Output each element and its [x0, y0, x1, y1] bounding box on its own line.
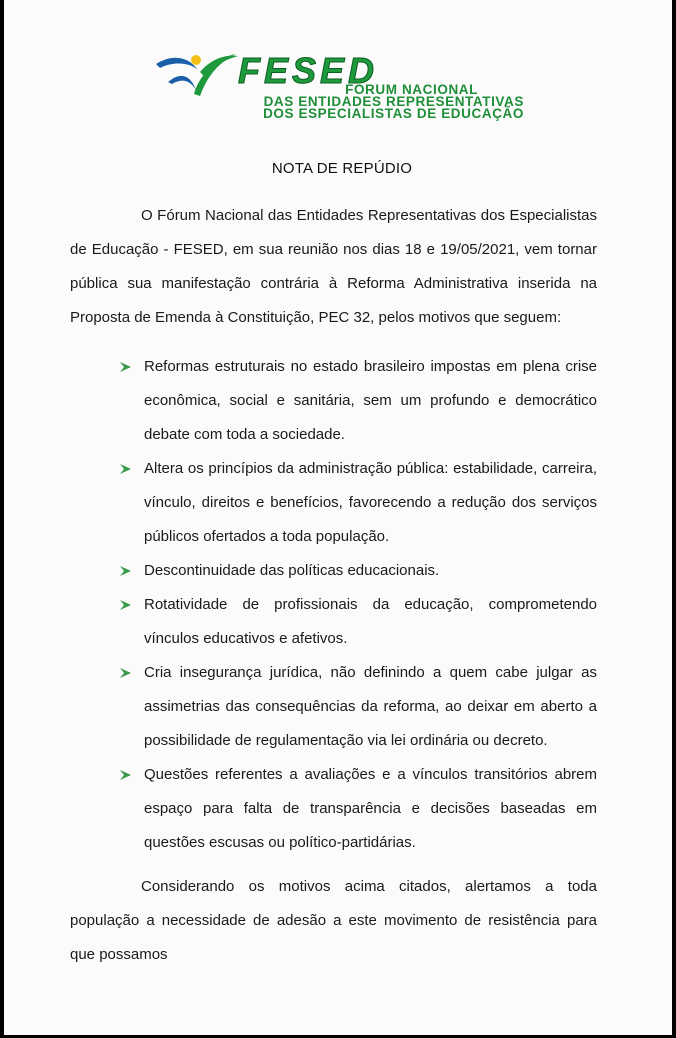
logo-subtitle-line-3: DOS ESPECIALISTAS DE EDUCAÇÃO [263, 106, 524, 121]
list-item-text: Cria insegurança jurídica, não definindo a quem cabe julgar as assimetrias das consequências da reforma, ao deixar em aberto a possibilidade de regulamentação via lei ordinária ou decreto. [144, 664, 597, 749]
document-page [4, 0, 672, 1035]
logo-subtitle-line-2: DAS ENTIDADES REPRESENTATIVAS [263, 94, 524, 109]
list-item-text: Rotatividade de profissionais da educação, comprometendo vínculos educativos e afetivos. [144, 596, 597, 647]
arrow-bullet-icon [120, 566, 131, 576]
list-item [120, 588, 597, 656]
list-item-text: Reformas estruturais no estado brasileiro impostas em plena crise econômica, social e sanitária, sem um profundo e democrático debate com toda a sociedade. [144, 358, 597, 443]
motives-list [120, 350, 597, 860]
closing-paragraph: Considerando os motivos acima citados, alertamos a toda população a necessidade de adesão a este movimento de resistência para que possamos [70, 878, 597, 963]
list-item-text: Altera os princípios da administração pública: estabilidade, carreira, vínculo, direitos e benefícios, favorecendo a redução dos serviços públicos ofertados a toda população. [144, 460, 597, 545]
document-title: NOTA DE REPÚDIO [271, 160, 413, 177]
intro-paragraph: O Fórum Nacional das Entidades Representativas dos Especialistas de Educação - FESED, em sua reunião nos dias 18 e 19/05/2021, vem tornar pública sua manifestação contrária à Reforma Administrativa inserida na Proposta de Emenda à Constituição, PEC 32, pelos motivos que seguem: [70, 207, 597, 326]
arrow-bullet-icon [120, 770, 131, 780]
list-item [120, 554, 597, 588]
list-item [120, 656, 597, 758]
list-item [120, 452, 597, 554]
logo-wordmark: FESED [238, 50, 379, 91]
arrow-bullet-icon [120, 464, 131, 474]
arrow-bullet-icon [120, 362, 131, 372]
logo-subtitle-line-1: FÓRUM NACIONAL [345, 82, 478, 97]
arrow-bullet-icon [120, 600, 131, 610]
fesed-logo [154, 50, 534, 120]
list-item-text: Questões referentes a avaliações e a vínculos transitórios abrem espaço para falta de transparência e decisões baseadas em questões escusas ou político-partidárias. [144, 766, 597, 851]
list-item-text: Descontinuidade das políticas educacionais. [144, 562, 440, 579]
list-item [120, 350, 597, 452]
arrow-bullet-icon [120, 668, 131, 678]
list-item [120, 758, 597, 860]
